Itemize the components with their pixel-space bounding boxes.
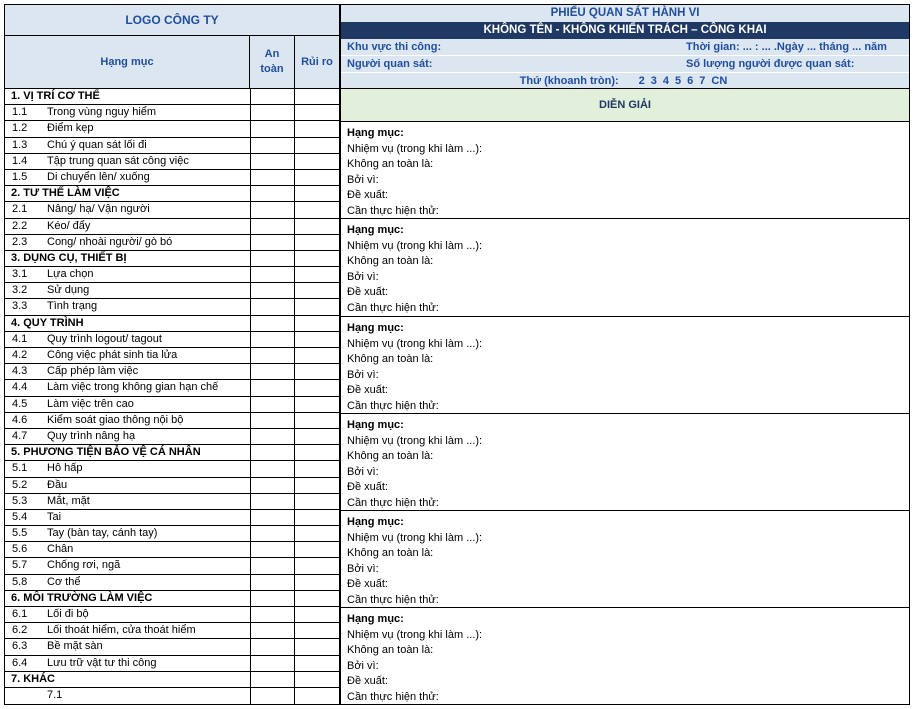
table-row (5, 235, 339, 251)
area-field[interactable]: Khu vực thi công: (347, 41, 442, 53)
safe-checkbox-cell[interactable] (250, 510, 295, 525)
explain-line: Hạng mục: (347, 322, 404, 334)
safe-checkbox-cell[interactable] (250, 235, 295, 250)
column-header-risk: Rủi ro (301, 55, 333, 68)
table-row (5, 607, 339, 623)
risk-checkbox-cell[interactable] (295, 332, 339, 347)
safe-checkbox-cell[interactable] (250, 688, 295, 704)
explain-line: Đề xuất: (347, 675, 388, 688)
table-row (5, 639, 339, 655)
explain-line: Cần thực hiện thử: (347, 399, 439, 412)
row-number: 7. KHÁC (11, 672, 56, 685)
row-label: Sử dụng (47, 284, 90, 297)
safe-checkbox-cell[interactable] (250, 154, 295, 169)
safe-checkbox-cell[interactable] (250, 445, 295, 460)
safe-checkbox-cell[interactable] (250, 364, 295, 379)
explain-line: Nhiệm vụ (trong khi làm ...): (347, 239, 483, 252)
row-number: 4.3 (12, 365, 28, 378)
risk-checkbox-cell[interactable] (295, 397, 339, 412)
row-label: Chống rơi, ngã (47, 559, 121, 572)
section-row (5, 89, 339, 105)
row-number: 5.4 (12, 510, 28, 523)
risk-checkbox-cell[interactable] (295, 672, 339, 687)
section-row (5, 445, 339, 461)
safe-checkbox-cell[interactable] (250, 639, 295, 654)
row-number: 1.3 (12, 138, 28, 151)
row-number: 6.1 (12, 608, 28, 620)
row-label: Di chuyển lên/ xuống (47, 170, 150, 183)
info-row-days (341, 73, 909, 89)
table-row (5, 154, 339, 170)
column-header-item: Hạng mục (5, 36, 250, 88)
risk-checkbox-cell[interactable] (295, 429, 339, 444)
risk-checkbox-cell[interactable] (295, 494, 339, 509)
table-row (5, 558, 339, 574)
row-label: Lối thoát hiểm, cửa thoát hiểm (47, 624, 196, 637)
risk-checkbox-cell[interactable] (295, 267, 339, 282)
row-label: Quy trình logout/ tagout (47, 332, 162, 345)
explain-line: Đề xuất: (347, 481, 388, 494)
day-option[interactable]: 7 (699, 75, 706, 87)
risk-checkbox-cell[interactable] (295, 623, 339, 638)
risk-checkbox-cell[interactable] (295, 364, 339, 379)
explain-line: Nhiệm vụ (trong khi làm ...): (347, 337, 483, 350)
risk-checkbox-cell[interactable] (295, 510, 339, 525)
table-row (5, 105, 339, 121)
row-label: Tình trạng (47, 300, 98, 313)
safe-checkbox-cell[interactable] (250, 332, 295, 347)
row-number: 5.7 (12, 559, 28, 572)
risk-checkbox-cell[interactable] (295, 251, 339, 266)
explain-line: Hạng mục: (347, 419, 404, 431)
risk-checkbox-cell[interactable] (295, 575, 339, 590)
explain-line: Đề xuất: (347, 384, 388, 397)
row-number: 6. MÔI TRƯỜNG LÀM VIỆC (11, 591, 153, 604)
safe-checkbox-cell[interactable] (250, 299, 295, 314)
checklist-header (4, 36, 340, 89)
explain-line: Cần thực hiện thử: (347, 690, 439, 703)
safe-checkbox-cell[interactable] (250, 461, 295, 476)
explain-block[interactable] (341, 511, 909, 608)
safe-checkbox-cell[interactable] (250, 397, 295, 412)
row-label: Quy trình nâng hạ (47, 429, 136, 442)
risk-checkbox-cell[interactable] (295, 186, 339, 201)
row-label: Kiểm soát giao thông nội bộ (47, 413, 184, 426)
row-number: 1.5 (12, 170, 28, 183)
explain-block[interactable] (341, 317, 909, 414)
safe-checkbox-cell[interactable] (250, 656, 295, 671)
day-option[interactable]: 2 (638, 75, 645, 87)
row-number: 1. VỊ TRÍ CƠ THỂ (11, 90, 100, 102)
risk-checkbox-cell[interactable] (295, 235, 339, 250)
row-number: 5.3 (12, 494, 28, 507)
table-row (5, 542, 339, 558)
table-row (5, 380, 339, 396)
explain-line: Không an toàn là: (347, 644, 434, 657)
row-number (5, 688, 41, 704)
safe-checkbox-cell[interactable] (250, 429, 295, 444)
row-label: Lưu trữ vật tư thi công (47, 656, 157, 669)
explain-line: Cần thực hiện thử: (347, 593, 439, 606)
safe-label-line2: toàn (260, 63, 284, 75)
risk-checkbox-cell[interactable] (295, 316, 339, 331)
risk-checkbox-cell[interactable] (295, 121, 339, 136)
row-label: 7.1 (47, 688, 63, 701)
risk-checkbox-cell[interactable] (295, 170, 339, 185)
safe-checkbox-cell[interactable] (250, 219, 295, 234)
explain-block[interactable] (341, 414, 909, 511)
table-row (5, 429, 339, 445)
table-row (5, 461, 339, 477)
row-number: 2.2 (12, 219, 28, 232)
row-label: Nâng/ hạ/ Vận người (47, 203, 150, 216)
table-row (5, 494, 339, 510)
section-row (5, 672, 339, 688)
table-row (5, 283, 339, 299)
row-number: 5.1 (12, 462, 28, 475)
risk-checkbox-cell[interactable] (295, 478, 339, 493)
checklist-rows (4, 89, 340, 705)
column-header-safe (250, 36, 295, 88)
row-number: 5.8 (12, 575, 28, 588)
safe-checkbox-cell[interactable] (250, 542, 295, 557)
row-number: 5.6 (12, 543, 28, 556)
risk-checkbox-cell[interactable] (295, 89, 339, 104)
row-number: 1.4 (12, 154, 28, 167)
explain-line: Không an toàn là: (347, 547, 434, 560)
row-label: Làm việc trên cao (47, 397, 134, 410)
row-number: 3.2 (12, 284, 28, 297)
row-label: Cơ thể (47, 575, 81, 588)
row-number: 3.3 (12, 300, 28, 313)
safe-checkbox-cell[interactable] (250, 607, 295, 622)
risk-checkbox-cell[interactable] (295, 138, 339, 153)
safe-checkbox-cell[interactable] (250, 413, 295, 428)
row-label: Làm việc trong không gian hạn chế (47, 381, 219, 394)
time-field[interactable]: Thời gian: ... : ... .Ngày ... tháng ... năm (686, 41, 887, 53)
safe-checkbox-cell[interactable] (250, 251, 295, 266)
risk-checkbox-cell[interactable] (295, 380, 339, 395)
table-row (5, 526, 339, 542)
day-option[interactable]: CN (711, 75, 728, 87)
table-row (5, 656, 339, 672)
row-label: Cong/ nhoài người/ gò bó (47, 235, 173, 248)
explain-line: Nhiệm vụ (trong khi làm ...): (347, 142, 483, 155)
table-row (5, 348, 339, 364)
safe-checkbox-cell[interactable] (250, 348, 295, 363)
company-logo: LOGO CÔNG TY (4, 4, 340, 36)
row-number: 1.2 (12, 122, 28, 135)
row-label: Lựa chọn (47, 268, 94, 281)
row-label: Lối đi bộ (47, 608, 89, 620)
table-row (5, 364, 339, 380)
form-title: PHIẾU QUAN SÁT HÀNH VI (341, 5, 909, 22)
safe-checkbox-cell[interactable] (250, 558, 295, 573)
day-option[interactable]: 6 (687, 75, 694, 87)
explain-line: Không an toàn là: (347, 255, 434, 268)
section-row (5, 591, 339, 607)
row-number: 4.2 (12, 349, 28, 361)
explain-block[interactable] (341, 608, 909, 704)
row-label: Đầu (47, 478, 68, 491)
row-label: Kéo/ đẩy (47, 219, 91, 232)
info-row-area (341, 39, 909, 56)
safe-checkbox-cell[interactable] (250, 478, 295, 493)
row-label: Trong vùng nguy hiểm (47, 106, 157, 119)
section-row (5, 251, 339, 267)
row-number: 6.4 (12, 656, 28, 669)
risk-checkbox-cell[interactable] (295, 526, 339, 541)
table-row (5, 267, 339, 283)
table-row (5, 623, 339, 639)
risk-checkbox-cell[interactable] (295, 299, 339, 314)
safe-checkbox-cell[interactable] (250, 138, 295, 153)
table-row (5, 575, 339, 591)
row-number: 5. PHƯƠNG TIỆN BẢO VỆ CÁ NHÂN (11, 446, 201, 459)
risk-checkbox-cell[interactable] (295, 461, 339, 476)
safe-checkbox-cell[interactable] (250, 575, 295, 590)
day-options (636, 75, 731, 87)
risk-checkbox-cell[interactable] (295, 591, 339, 606)
table-row (5, 413, 339, 429)
row-number: 5.2 (12, 478, 28, 491)
risk-checkbox-cell[interactable] (295, 105, 339, 120)
explain-line: Hạng mục: (347, 127, 404, 139)
explain-line: Hạng mục: (347, 613, 404, 625)
risk-checkbox-cell[interactable] (295, 219, 339, 234)
risk-checkbox-cell[interactable] (295, 656, 339, 671)
explain-line: Bởi vì: (347, 270, 379, 283)
safe-checkbox-cell[interactable] (250, 186, 295, 201)
row-label: Điểm kẹp (47, 122, 94, 135)
risk-checkbox-cell[interactable] (295, 348, 339, 363)
safe-checkbox-cell[interactable] (250, 170, 295, 185)
row-number: 1.1 (12, 106, 28, 119)
row-number: 3.1 (12, 268, 28, 281)
explain-line: Hạng mục: (347, 516, 404, 528)
row-label: Cấp phép làm việc (47, 365, 139, 378)
explain-line: Đề xuất: (347, 189, 388, 202)
form-subtitle: KHÔNG TÊN - KHÔNG KHIỂN TRÁCH – CÔNG KHAI (341, 22, 909, 39)
row-label: Công việc phát sinh tia lửa (47, 349, 178, 361)
risk-checkbox-cell[interactable] (295, 154, 339, 169)
safe-checkbox-cell[interactable] (250, 316, 295, 331)
explain-line: Không an toàn là: (347, 353, 434, 366)
explain-block[interactable] (341, 122, 909, 219)
table-row (5, 121, 339, 137)
safe-checkbox-cell[interactable] (250, 121, 295, 136)
safe-checkbox-cell[interactable] (250, 672, 295, 687)
table-row (5, 299, 339, 315)
safe-checkbox-cell[interactable] (250, 202, 295, 217)
explain-line: Không an toàn là: (347, 158, 434, 171)
explain-line: Nhiệm vụ (trong khi làm ...): (347, 531, 483, 544)
table-row (5, 219, 339, 235)
explain-line: Hạng mục: (347, 224, 404, 236)
safe-checkbox-cell[interactable] (250, 380, 295, 395)
explain-line: Nhiệm vụ (trong khi làm ...): (347, 434, 483, 447)
row-number: 4.7 (12, 429, 28, 442)
day-option[interactable]: 5 (675, 75, 682, 87)
explain-line: Đề xuất: (347, 578, 388, 591)
risk-checkbox-cell[interactable] (295, 202, 339, 217)
risk-checkbox-cell[interactable] (295, 688, 339, 704)
explain-line: Bởi vì: (347, 562, 379, 575)
row-number: 4.6 (12, 413, 28, 426)
observer-field[interactable]: Người quan sát: (347, 58, 433, 70)
risk-checkbox-cell[interactable] (295, 445, 339, 460)
info-row-observer (341, 56, 909, 73)
risk-checkbox-cell[interactable] (295, 542, 339, 557)
day-option[interactable]: 4 (662, 75, 670, 87)
safe-checkbox-cell[interactable] (250, 283, 295, 298)
row-label: Mắt, mặt (47, 494, 90, 507)
explain-line: Đề xuất: (347, 286, 388, 299)
table-row (5, 202, 339, 218)
explain-line: Bởi vì: (347, 368, 379, 381)
day-option[interactable]: 3 (650, 75, 657, 87)
row-label: Tai (47, 510, 62, 523)
explain-heading: DIỄN GIẢI (341, 88, 909, 122)
table-row (5, 688, 339, 704)
table-row (5, 510, 339, 526)
observed-count-field[interactable]: Số lượng người được quan sát: (686, 58, 855, 70)
safe-checkbox-cell[interactable] (250, 591, 295, 606)
table-row (5, 397, 339, 413)
row-number: 4.5 (12, 397, 28, 410)
safe-checkbox-cell[interactable] (250, 105, 295, 120)
row-label: Tập trung quan sát công việc (47, 154, 189, 167)
observation-form (340, 4, 910, 705)
row-number: 2.3 (12, 235, 28, 248)
row-number: 6.3 (12, 640, 28, 653)
row-number: 4.1 (12, 332, 28, 345)
row-label: Chân (47, 543, 74, 556)
row-label: Chú ý quan sát lối đi (47, 138, 147, 151)
safe-checkbox-cell[interactable] (250, 267, 295, 282)
safe-checkbox-cell[interactable] (250, 526, 295, 541)
risk-checkbox-cell[interactable] (295, 283, 339, 298)
row-number: 3. DỤNG CỤ, THIẾT BỊ (11, 251, 127, 264)
safe-checkbox-cell[interactable] (250, 494, 295, 509)
row-label: Tay (bàn tay, cánh tay) (47, 527, 158, 540)
explain-block[interactable] (341, 219, 909, 317)
row-number: 6.2 (12, 624, 28, 637)
explain-line: Cần thực hiện thử: (347, 301, 439, 314)
row-number: 4. QUY TRÌNH (11, 316, 84, 329)
safe-checkbox-cell[interactable] (250, 623, 295, 638)
safe-checkbox-cell[interactable] (250, 89, 295, 104)
row-number: 5.5 (12, 527, 28, 540)
explain-line: Không an toàn là: (347, 450, 434, 463)
safe-label-line1: An (264, 48, 280, 60)
row-number: 4.4 (12, 381, 28, 394)
row-label: Bề mặt sàn (47, 640, 103, 653)
explain-line: Bởi vì: (347, 465, 379, 478)
risk-checkbox-cell[interactable] (295, 639, 339, 654)
explain-line: Cần thực hiện thử: (347, 496, 439, 509)
explain-line: Bởi vì: (347, 659, 379, 672)
table-row (5, 478, 339, 494)
days-label: Thứ (khoanh tròn): (519, 75, 619, 87)
row-label: Hô hấp (47, 462, 83, 475)
section-row (5, 186, 339, 202)
row-number: 2. TƯ THẾ LÀM VIỆC (11, 187, 120, 200)
table-row (5, 332, 339, 348)
explain-line: Nhiệm vụ (trong khi làm ...): (347, 628, 483, 641)
risk-checkbox-cell[interactable] (295, 607, 339, 622)
section-row (5, 316, 339, 332)
explain-line: Bởi vì: (347, 173, 379, 186)
table-row (5, 138, 339, 154)
risk-checkbox-cell[interactable] (295, 558, 339, 573)
table-row (5, 170, 339, 186)
row-number: 2.1 (12, 203, 28, 216)
risk-checkbox-cell[interactable] (295, 413, 339, 428)
explain-line: Cần thực hiện thử: (347, 204, 439, 217)
